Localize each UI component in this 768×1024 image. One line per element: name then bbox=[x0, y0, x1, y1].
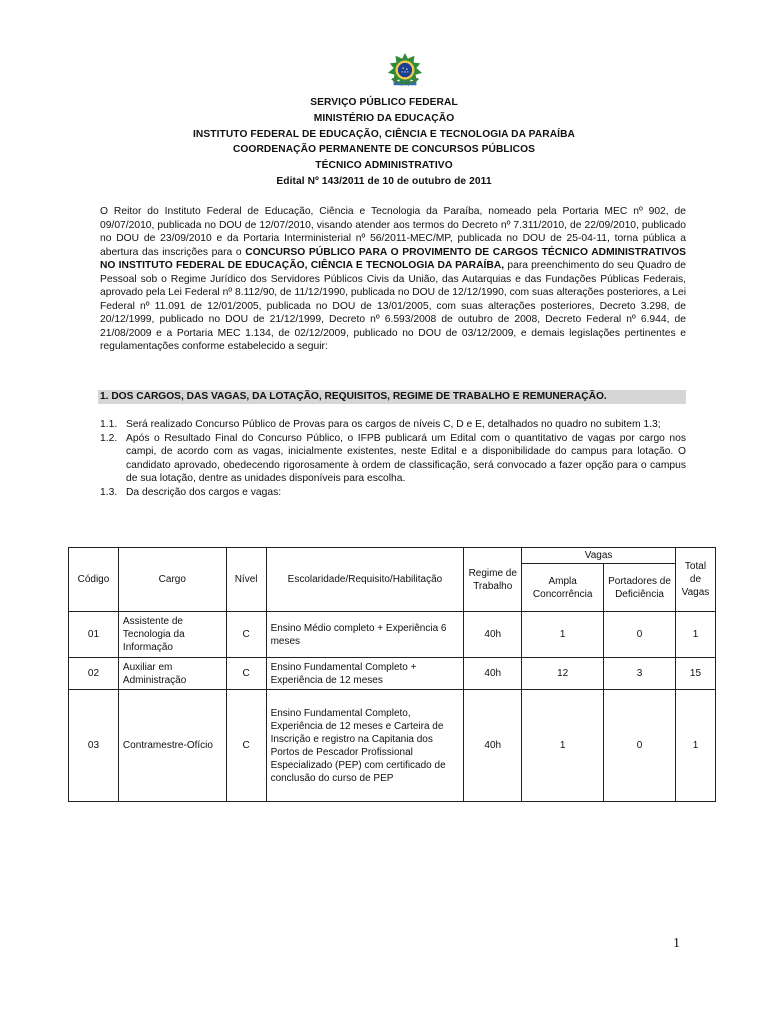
header-line-1: SERVIÇO PÚBLICO FEDERAL bbox=[310, 97, 458, 108]
list-item bbox=[100, 418, 686, 432]
cell-regime: 40h bbox=[464, 658, 522, 690]
cell-regime: 40h bbox=[464, 612, 522, 658]
item-text: Após o Resultado Final do Concurso Público, o IFPB publicará um Edital com o quantitativo de vagas por cargo nos campi, de acordo com as vagas, inicialmente existentes, neste Edital e a disponibilidade do campus para lotação. O candidato aprovado, obedecendo rigorosamente à ordem de classificação, será convocado a fazer opção para o campus de sua lotação, dentre as unidades disponíveis para escolha. bbox=[126, 432, 686, 485]
list-item bbox=[100, 486, 686, 500]
intro-text-bold: CONCURSO PÚBLICO PARA O PROVIMENTO DE CARGOS TÉCNICO ADMINISTRATIVOS NO INSTITUTO FEDERAL DE EDUCAÇÃO, CIÊNCIA E TECNOLOGIA DA PARAÍBA, bbox=[100, 246, 686, 272]
cell-regime: 40h bbox=[464, 690, 522, 802]
intro-paragraph bbox=[100, 205, 686, 354]
table-row bbox=[69, 658, 716, 690]
section-1-items bbox=[100, 418, 686, 499]
positions-table bbox=[68, 547, 716, 802]
edital-title: Edital Nº 143/2011 de 10 de outubro de 2011 bbox=[276, 175, 492, 187]
cell-escolaridade: Ensino Fundamental Completo + Experiência de 12 meses bbox=[266, 658, 464, 690]
intro-text-part-1: O Reitor do Instituto Federal de Educação, Ciência e Tecnologia da Paraíba, nomeado pela Portaria MEC nº 902, de 09/07/2010, publicada no DOU de 12/07/2010, visando atender aos termos do Decreto nº 7.311/2010, de 22/09/2010, publicado no DOU de 23/09/2010 e da Portaria Interministerial nº 56/2011-MEC/MP, publicada no DOU de 25-04-11, torna pública a abertura das inscrições para o bbox=[100, 206, 686, 258]
cell-cargo: Auxiliar em Administração bbox=[118, 658, 226, 690]
header-regime: Regime de Trabalho bbox=[464, 548, 522, 612]
header-nivel: Nível bbox=[226, 548, 266, 612]
header-escolaridade: Escolaridade/Requisito/Habilitação bbox=[266, 548, 464, 612]
cell-cargo: Contramestre-Ofício bbox=[118, 690, 226, 802]
cell-ampla: 1 bbox=[522, 690, 604, 802]
cell-escolaridade: Ensino Médio completo + Experiência 6 meses bbox=[266, 612, 464, 658]
table-row bbox=[69, 690, 716, 802]
section-1-title: 1. DOS CARGOS, DAS VAGAS, DA LOTAÇÃO, REQUISITOS, REGIME DE TRABALHO E REMUNERAÇÃO. bbox=[98, 390, 686, 404]
brazil-coat-of-arms-icon bbox=[386, 52, 424, 90]
header-vagas: Vagas bbox=[522, 548, 676, 564]
cell-ampla: 1 bbox=[522, 612, 604, 658]
page-number: 1 bbox=[673, 936, 680, 951]
cell-nivel: C bbox=[226, 612, 266, 658]
cell-portadores: 0 bbox=[604, 690, 676, 802]
cell-total: 15 bbox=[675, 658, 715, 690]
cell-portadores: 0 bbox=[604, 612, 676, 658]
list-item bbox=[100, 432, 686, 486]
cell-total: 1 bbox=[675, 690, 715, 802]
cell-cargo: Assistente de Tecnologia da Informação bbox=[118, 612, 226, 658]
header-line-4: COORDENAÇÃO PERMANENTE DE CONCURSOS PÚBLICOS bbox=[232, 144, 536, 156]
header-codigo: Código bbox=[69, 548, 119, 612]
item-number: 1.2. bbox=[100, 432, 118, 444]
cell-nivel: C bbox=[226, 658, 266, 690]
cell-escolaridade: Ensino Fundamental Completo, Experiência de 12 meses e Carteira de Inscrição e registro na Capitania dos Portos de Pescador Profissional Especializado (PEP) com certificado de conclusão do curso de PEP bbox=[266, 690, 464, 802]
cell-nivel: C bbox=[226, 690, 266, 802]
cell-codigo: 01 bbox=[69, 612, 119, 658]
cell-codigo: 02 bbox=[69, 658, 119, 690]
document-header bbox=[0, 95, 768, 190]
header-line-2: MINISTÉRIO DA EDUCAÇÃO bbox=[313, 112, 455, 124]
header-portadores: Portadores de Deficiência bbox=[604, 564, 676, 612]
header-ampla: Ampla Concorrência bbox=[522, 564, 604, 612]
item-number: 1.1. bbox=[100, 419, 118, 430]
header-total: Total de Vagas bbox=[675, 548, 715, 612]
header-line-3: INSTITUTO FEDERAL DE EDUCAÇÃO, CIÊNCIA E TECNOLOGIA DA PARAÍBA bbox=[192, 128, 575, 140]
header-line-5: TÉCNICO ADMINISTRATIVO bbox=[315, 160, 453, 172]
cell-codigo: 03 bbox=[69, 690, 119, 802]
header-cargo: Cargo bbox=[118, 548, 226, 612]
cell-total: 1 bbox=[675, 612, 715, 658]
item-text: Será realizado Concurso Público de Provas para os cargos de níveis C, D e E, detalhados no quadro no subitem 1.3; bbox=[126, 419, 661, 430]
table-row bbox=[69, 612, 716, 658]
cell-ampla: 12 bbox=[522, 658, 604, 690]
item-text: Da descrição dos cargos e vagas: bbox=[126, 486, 282, 498]
intro-text-part-2: para preenchimento do seu Quadro de Pessoal sob o Regime Jurídico dos Servidores Públicos Civis da União, das Autarquias e das Fundações Públicas Federais, aprovado pela Lei Federal nº 8.112/90, de 11/12/1990, publicada no DOU de 12/12/1990, com suas alterações posteriores, a Lei Federal nº 11.091 de 12/01/2005, publicada no DOU de 13/01/2005, com suas alterações posteriores, Decreto 3.298, de 20/12/1999, publicado no DOU de 21/12/1999, Decreto nº 6.593/2008 de outubro de 2008, Decreto Federal nº 6.944, de 21/08/2009 e a Portaria MEC 1.134, de 02/12/2009, publicado no DOU de 03/12/2009, e demais legislações pertinentes e regulamentações conforme estabelecido a seguir: bbox=[100, 260, 686, 353]
cell-portadores: 3 bbox=[604, 658, 676, 690]
item-number: 1.3. bbox=[100, 486, 118, 498]
